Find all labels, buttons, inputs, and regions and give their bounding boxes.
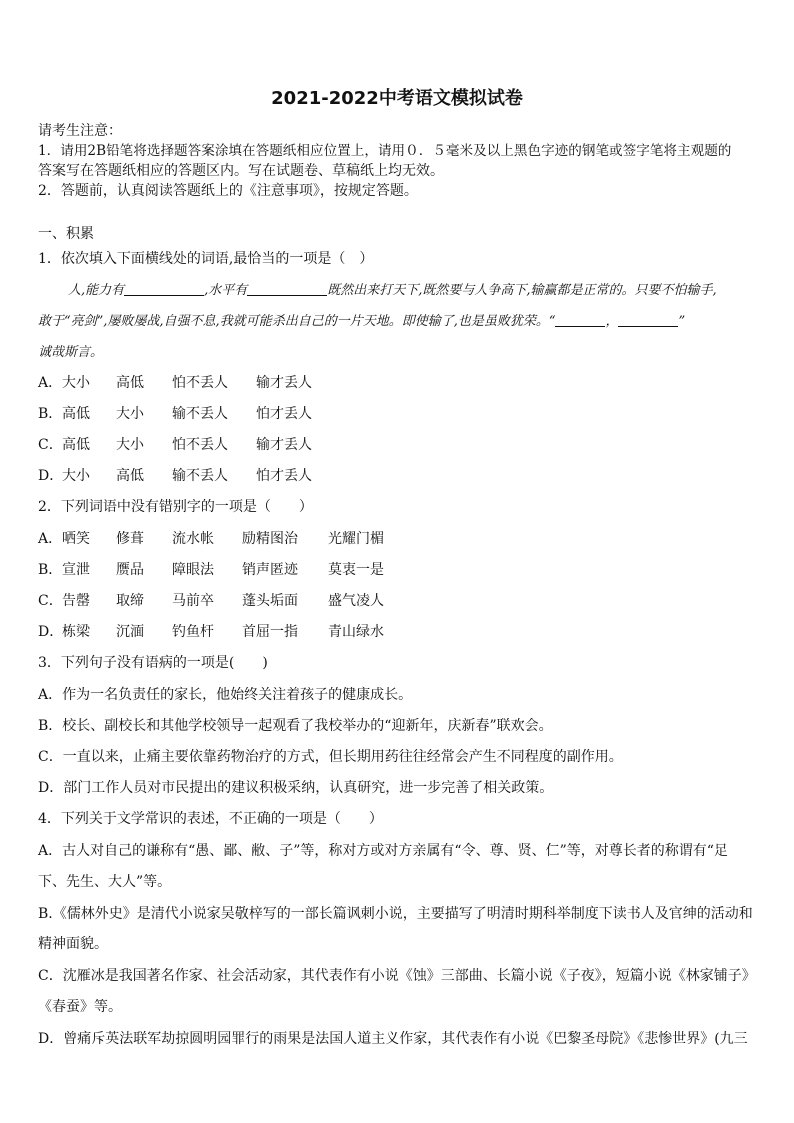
q1-passage-text: ,水平有 [204, 283, 248, 298]
q1-passage-text: ” [678, 314, 686, 329]
q1-stem: 1．依次填入下面横线处的词语,最恰当的一项是（ ） [38, 251, 374, 267]
q4-option-b-cont: 精神面貌。 [38, 936, 108, 952]
page-title: 2021-2022中考语文模拟试卷 [271, 88, 523, 109]
notice-item-1: 1．请用2B铅笔将选择题答案涂填在答题纸相应位置上，请用０．５毫米及以上黑色字迹的钢笔或签字笔将主观题的 [38, 143, 732, 159]
q3-option-c: C．一直以来，止痛主要依靠药物治疗的方式，但长期用药往往经常会产生不同程度的副作用。 [38, 749, 623, 765]
q1-passage-text: ， [605, 314, 619, 329]
q2-option-a: A．哂笑 修葺 流水帐 励精图治 光耀门楣 [38, 531, 384, 547]
q1-option-b: B．高低 大小 输不丢人 怕才丢人 [38, 406, 312, 422]
answer-blank [618, 312, 678, 327]
q4-option-d: D．曾痛斥英法联军劫掠圆明园罪行的雨果是法国人道主义作家，其代表作有小说《巴黎圣母院》《悲惨世界》(九三 [38, 1031, 748, 1047]
notice-heading: 请考生注意： [38, 123, 122, 139]
q1-option-d: D．大小 高低 输不丢人 怕才丢人 [38, 468, 312, 484]
q3-option-a: A．作为一名负责任的家长，他始终关注着孩子的健康成长。 [38, 687, 413, 703]
q2-stem: 2．下列词语中没有错别字的一项是（ ） [38, 499, 313, 515]
notice-item-2: 2．答题前，认真阅读答题纸上的《注意事项》，按规定答题。 [38, 183, 418, 199]
q2-option-d: D．栋梁 沉湎 钓鱼杆 首屈一指 青山绿水 [38, 624, 384, 640]
q4-option-c-cont: 《春蚕》等。 [38, 999, 122, 1015]
q1-passage-line-2 [38, 312, 756, 332]
q3-stem: 3．下列句子没有语病的一项是( ) [38, 655, 268, 671]
q1-option-a: A．大小 高低 怕不丢人 输才丢人 [38, 375, 312, 391]
q1-option-c: C．高低 大小 怕不丢人 输才丢人 [38, 437, 312, 453]
q1-passage-line-3: 诚哉斯言。 [38, 345, 104, 360]
answer-blank [124, 281, 204, 296]
q4-option-b: B.《儒林外史》是清代小说家吴敬梓写的一部长篇讽刺小说，主要描写了明清时期科举制度下读书人及官绅的活动和 [38, 906, 753, 922]
q1-passage-text: 人,能力有 [68, 283, 125, 298]
q1-passage-line-1 [68, 281, 756, 301]
q3-option-b: B．校长、副校长和其他学校领导一起观看了我校举办的“迎新年，庆新春”联欢会。 [38, 718, 553, 734]
notice-item-1-cont: 答案写在答题纸相应的答题区内。写在试题卷、草稿纸上均无效。 [38, 163, 444, 179]
q4-option-a-cont: 下、先生、大人”等。 [38, 874, 172, 890]
answer-blank [555, 312, 605, 327]
q2-option-c: C．告罄 取缔 马前卒 蓬头垢面 盛气凌人 [38, 593, 384, 609]
answer-blank [247, 281, 327, 296]
section-heading: 一、积累 [38, 226, 94, 242]
q4-option-c: C．沈雁冰是我国著名作家、社会活动家，其代表作有小说《蚀》三部曲、长篇小说《子夜》，短篇小说《林家铺子》 [38, 968, 756, 984]
q4-option-a: A．古人对自己的谦称有“愚、鄙、敝、子”等，称对方或对方亲属有“令、尊、贤、仁”等，对尊长者的称谓有“足 [38, 843, 728, 859]
q1-passage-text: 既然出来打天下,既然要与人争高下,输赢都是正常的。只要不怕输手, [327, 283, 717, 298]
q2-option-b: B．宣泄 赝品 障眼法 销声匿迹 莫衷一是 [38, 562, 384, 578]
q1-passage-text: 敢于“亮剑”,屡败屡战,自强不息,我就可能杀出自己的一片天地。即使输了,也是虽败犹荣。“ [38, 314, 556, 329]
q4-stem: 4．下列关于文学常识的表述，不正确的一项是（ ） [38, 811, 383, 827]
q3-option-d: D．部门工作人员对市民提出的建议积极采纳，认真研究，进一步完善了相关政策。 [38, 780, 554, 796]
